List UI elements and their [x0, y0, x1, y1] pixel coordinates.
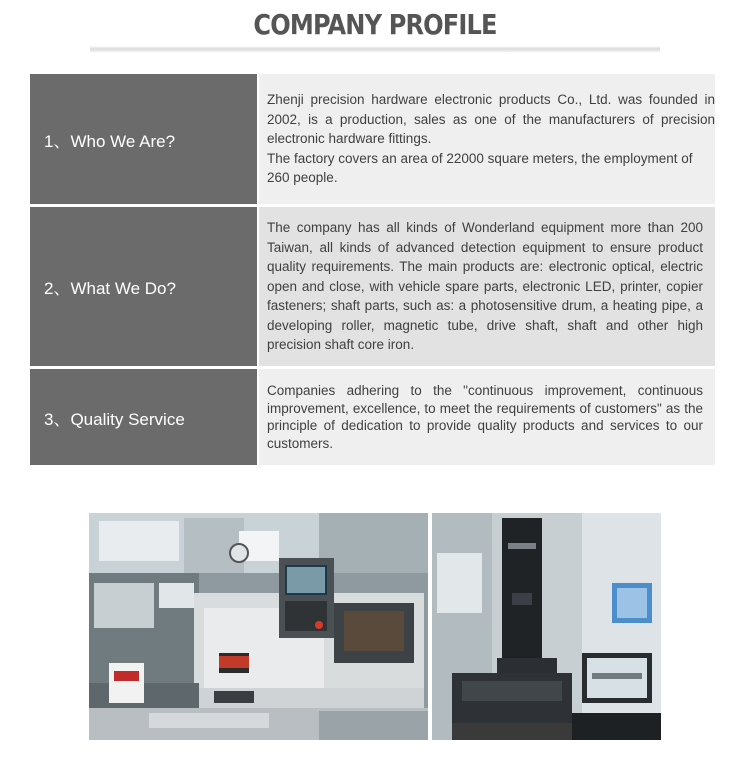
profile-row-who-we-are [30, 74, 715, 204]
cnc-lathe-illustration [89, 513, 428, 740]
profile-row-quality-service [30, 369, 715, 465]
factory-photo-cnc-lathe [89, 513, 428, 740]
page-title: COMPANY PROFILE [253, 8, 497, 41]
row-paragraph: The company has all kinds of Wonderland equipment more than 200 Taiwan, all kinds of advanced detection equipment to ensure product quality requirements. The main products are: electronic optical, electric open and close, with vehicle spare parts, electronic LED, printer, copier fasteners; shaft parts, such as: a photosensitive drum, a heating pipe, a developing roller, magnetic tube, drive shaft, shaft and other high precision shaft core iron. [267, 220, 703, 353]
row-label: 3、Quality Service [30, 369, 257, 465]
factory-photo-measuring-instrument [432, 513, 661, 740]
row-paragraph: Companies adhering to the "continuous improvement, continuous improvement, excellence, to meet the requirements of customers" as the principle of dedication to provide quality products and services to our customers. [267, 383, 703, 451]
row-content [259, 369, 715, 465]
row-paragraph: The factory covers an area of 22000 square meters, the employment of 260 people. [267, 150, 693, 186]
profile-row-what-we-do [30, 207, 715, 366]
row-content [259, 207, 715, 366]
row-label: 1、Who We Are? [30, 74, 257, 204]
measuring-instrument-illustration [432, 513, 661, 740]
row-content [259, 74, 715, 204]
row-label: 2、What We Do? [30, 207, 257, 366]
row-paragraph: Zhenji precision hardware electronic products Co., Ltd. was founded in 2002, is a production, sales as one of the manufacturers of precision electronic hardware fittings. [267, 92, 715, 147]
title-underline [90, 46, 660, 52]
